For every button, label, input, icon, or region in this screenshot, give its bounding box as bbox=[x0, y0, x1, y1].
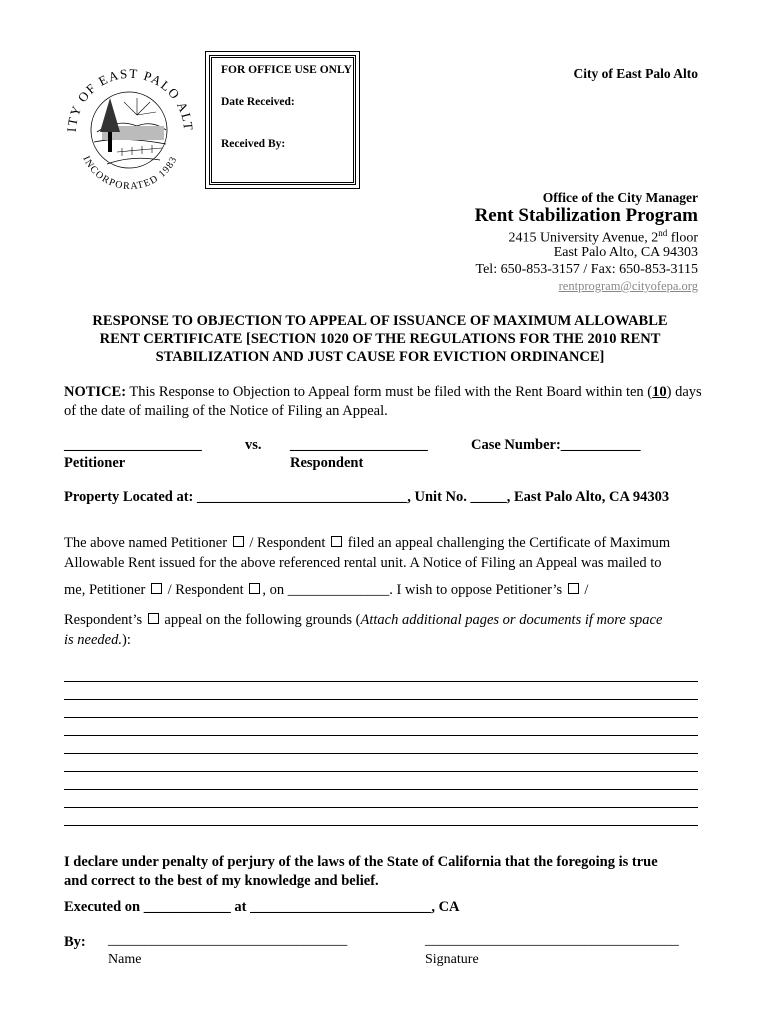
signature-label: Signature bbox=[425, 952, 479, 967]
svg-text:INCORPORATED 1983: INCORPORATED 1983 bbox=[80, 154, 180, 193]
grounds-line[interactable] bbox=[64, 717, 698, 718]
grounds-line[interactable] bbox=[64, 825, 698, 826]
grounds-line[interactable] bbox=[64, 681, 698, 682]
declaration-line-2: and correct to the best of my knowledge and belief. bbox=[64, 873, 379, 889]
date-received-label: Date Received: bbox=[221, 96, 295, 108]
email-link[interactable]: rentprogram@cityofepa.org bbox=[558, 279, 698, 293]
grounds-line[interactable] bbox=[64, 753, 698, 754]
body-line-1: The above named Petitioner / Respondent filed an appeal challenging the Certificate of Maximum bbox=[64, 535, 671, 551]
form-title: RESPONSE TO OBJECTION TO APPEAL OF ISSUANCE OF MAXIMUM ALLOWABLE RENT CERTIFICATE [SECTION 1020 OF THE REGULATIONS FOR THE 2010 RENT STABILIZATION AND JUST CAUSE FOR EVICTION ORDINANCE] bbox=[92, 313, 668, 365]
by-label: By: bbox=[64, 934, 86, 950]
address-line-1: 2415 University Avenue, 2nd floor bbox=[508, 228, 698, 246]
vs-label: vs. bbox=[245, 437, 262, 453]
office-use-box bbox=[205, 51, 360, 189]
svg-text:CITY OF EAST PALO ALTO: ITY OF EAST PALO ALT bbox=[63, 65, 197, 133]
office-use-title: FOR OFFICE USE ONLY bbox=[221, 64, 352, 76]
office-name: Office of the City Manager bbox=[542, 190, 698, 205]
name-field[interactable]: _________________________________ bbox=[108, 932, 348, 948]
petitioner-checkbox-1[interactable] bbox=[233, 536, 244, 547]
petitioner-label: Petitioner bbox=[64, 455, 126, 471]
address-line-2: East Palo Alto, CA 94303 bbox=[553, 245, 698, 260]
city-seal-logo bbox=[62, 60, 197, 195]
petitioner-checkbox-3[interactable] bbox=[568, 583, 579, 594]
property-line[interactable]: Property Located at: _____________________________, Unit No. _____, East Palo Alto, CA 94303 bbox=[64, 489, 670, 505]
phone-fax: Tel: 650-853-3157 / Fax: 650-853-3115 bbox=[475, 262, 698, 277]
petitioner-checkbox-2[interactable] bbox=[151, 583, 162, 594]
received-by-label: Received By: bbox=[221, 138, 286, 150]
grounds-line[interactable] bbox=[64, 807, 698, 808]
body-line-3: me, Petitioner / Respondent , on ______________. I wish to oppose Petitioner’s / bbox=[64, 582, 589, 598]
body-line-5: is needed.): bbox=[64, 632, 131, 648]
respondent-field[interactable]: ___________________ bbox=[290, 437, 428, 453]
executed-line[interactable]: Executed on ____________ at _________________________, CA bbox=[64, 899, 460, 915]
name-label: Name bbox=[108, 952, 142, 967]
petitioner-field[interactable]: ___________________ bbox=[64, 437, 202, 453]
grounds-line[interactable] bbox=[64, 699, 698, 700]
body-line-2: Allowable Rent issued for the above referenced rental unit. A Notice of Filing an Appeal was mailed to bbox=[64, 555, 662, 571]
respondent-label: Respondent bbox=[290, 455, 364, 471]
respondent-checkbox-3[interactable] bbox=[148, 613, 159, 624]
signature-field[interactable]: ___________________________________ bbox=[425, 932, 679, 948]
grounds-line[interactable] bbox=[64, 789, 698, 790]
case-number-field[interactable]: Case Number:___________ bbox=[471, 437, 641, 453]
grounds-line[interactable] bbox=[64, 735, 698, 736]
declaration-line-1: I declare under penalty of perjury of the laws of the State of California that the foregoing is true bbox=[64, 854, 658, 870]
notice-paragraph: NOTICE: This Response to Objection to Appeal form must be filed with the Rent Board within ten (10) days of the date of mailing of the Notice of Filing an Appeal. bbox=[64, 384, 702, 419]
program-name: Rent Stabilization Program bbox=[474, 205, 698, 226]
respondent-checkbox-2[interactable] bbox=[249, 583, 260, 594]
city-name: City of East Palo Alto bbox=[573, 66, 698, 81]
body-line-4: Respondent’s appeal on the following grounds (Attach additional pages or documents if more space bbox=[64, 612, 663, 628]
respondent-checkbox-1[interactable] bbox=[331, 536, 342, 547]
grounds-line[interactable] bbox=[64, 771, 698, 772]
